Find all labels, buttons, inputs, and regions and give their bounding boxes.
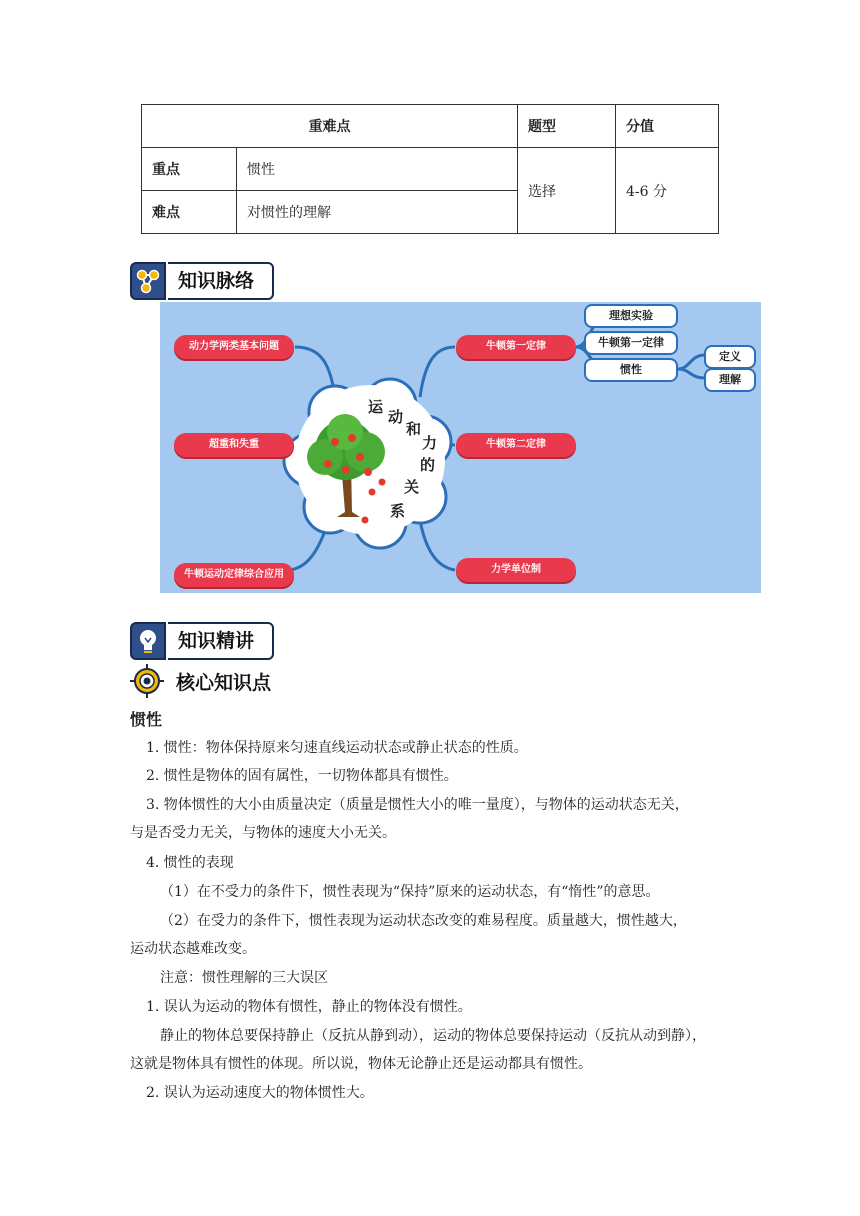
node-overweight-weightless: 超重和失重 xyxy=(174,433,294,457)
header-focus: 重难点 xyxy=(142,105,518,148)
header-type: 题型 xyxy=(518,105,616,148)
node-newton-laws-application: 牛顿运动定律综合应用 xyxy=(174,563,294,587)
node-definition: 定义 xyxy=(704,345,756,369)
row-content-difficulty: 对惯性的理解 xyxy=(237,191,518,234)
target-icon xyxy=(130,664,164,698)
center-char-3: 和 xyxy=(406,420,422,438)
center-char-1: 运 xyxy=(368,398,384,416)
node-unit-system: 力学单位制 xyxy=(456,558,576,582)
node-understanding: 理解 xyxy=(704,368,756,392)
center-char-5: 的 xyxy=(420,456,436,474)
paragraph-9a: 静止的物体总要保持静止（反抗从静到动），运动的物体总要保持运动（反抗从动到静）， xyxy=(160,1028,706,1044)
paragraph-7: 注意：惯性理解的三大误区 xyxy=(160,970,328,986)
network-icon xyxy=(130,262,166,300)
topic-heading: 惯性 xyxy=(130,710,163,729)
lightbulb-icon xyxy=(130,622,166,660)
paragraph-9b: 这就是物体具有惯性的体现。所以说，物体无论静止还是运动都具有惯性。 xyxy=(130,1056,592,1072)
paragraph-6a: （2）在受力的条件下，惯性表现为运动状态改变的难易程度。质量越大，惯性越大， xyxy=(160,913,687,929)
paragraph-5: （1）在不受力的条件下，惯性表现为“保持”原来的运动状态，有“惰性”的意思。 xyxy=(160,884,660,900)
section-title-context: 知识脉络 xyxy=(168,262,274,300)
center-char-2: 动 xyxy=(388,408,404,426)
row-content-focus: 惯性 xyxy=(237,148,518,191)
row-label-focus: 重点 xyxy=(142,148,237,191)
type-value: 选择 xyxy=(518,148,616,234)
header-score: 分值 xyxy=(616,105,719,148)
paragraph-3a: 3. 物体惯性的大小由质量决定（质量是惯性大小的唯一量度），与物体的运动状态无关， xyxy=(146,797,689,813)
center-char-6: 关 xyxy=(404,478,420,496)
core-knowledge-title: 核心知识点 xyxy=(176,672,272,694)
node-newton-first-law: 牛顿第一定律 xyxy=(456,335,576,359)
paragraph-10: 2. 误认为运动速度大的物体惯性大。 xyxy=(146,1085,374,1101)
score-value: 4-6 分 xyxy=(616,148,719,234)
section-title-lecture: 知识精讲 xyxy=(168,622,274,660)
node-newton-second-law: 牛顿第二定律 xyxy=(456,433,576,457)
node-dynamics-problems: 动力学两类基本问题 xyxy=(174,335,294,359)
paragraph-3b: 与是否受力无关，与物体的速度大小无关。 xyxy=(130,825,396,841)
node-first-law-sub: 牛顿第一定律 xyxy=(584,331,678,355)
paragraph-8: 1. 误认为运动的物体有惯性，静止的物体没有惯性。 xyxy=(146,999,472,1015)
center-char-7: 系 xyxy=(390,502,406,520)
key-points-table xyxy=(141,104,719,234)
mind-map xyxy=(160,302,761,593)
paragraph-2: 2. 惯性是物体的固有属性，一切物体都具有惯性。 xyxy=(146,768,458,784)
row-label-difficulty: 难点 xyxy=(142,191,237,234)
center-char-4: 力 xyxy=(422,434,438,452)
node-ideal-experiment: 理想实验 xyxy=(584,304,678,328)
node-inertia: 惯性 xyxy=(584,358,678,382)
paragraph-6b: 运动状态越难改变。 xyxy=(130,941,256,957)
paragraph-4: 4. 惯性的表现 xyxy=(146,855,234,871)
paragraph-1: 1. 惯性：物体保持原来匀速直线运动状态或静止状态的性质。 xyxy=(146,740,528,756)
